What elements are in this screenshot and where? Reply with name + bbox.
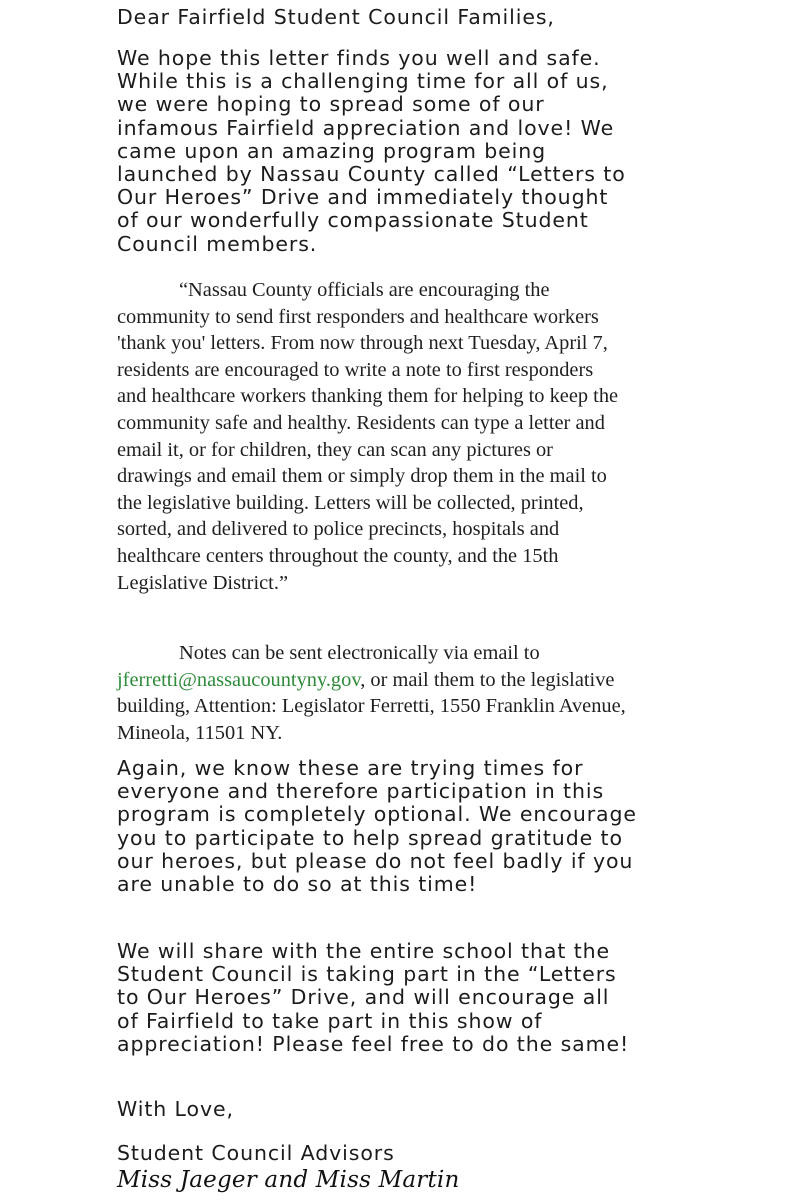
intro-paragraph: We hope this letter finds you well and safe. While this is a challenging time for all of us, we were hoping to spread some of our infamous Fairfield appreciation and love! We came upon an amazing program being launched by Nassau County called “Letters to Our Heroes” Drive and immediately thought of our wonderfully compassionate Student Council members.	[117, 46, 626, 256]
quote-text: “Nassau County officials are encouraging the community to send first responders and healthcare workers 'thank you' letters. From now through next Tuesday, April 7, residents are encouraged to write a note to first responders and healthcare workers thanking them for helping to keep the community safe and healthy. Residents can type a letter and email it, or for children, they can scan any pictures or drawings and email them or simply drop them in the mail to the legislative building. Letters will be collected, printed, sorted, and delivered to police precincts, hospitals and healthcare centers throughout the county, and the 15th Legislative District.”	[117, 279, 619, 594]
notes-rest: , or mail them to the legislative building, Attention: Legislator Ferretti, 1550 Franklin Avenue, Mineola, 11501 NY.	[117, 668, 626, 744]
signature-title: Student Council Advisors	[117, 1141, 395, 1165]
quote-paragraph	[117, 277, 627, 596]
greeting: Dear Fairfield Student Council Families,	[117, 5, 555, 29]
email-link[interactable]: jferretti@nassaucountyny.gov	[117, 668, 361, 691]
closing: With Love,	[117, 1097, 234, 1121]
signature-names: Miss Jaeger and Miss Martin	[117, 1167, 460, 1193]
notes-intro: Notes can be sent electronically via email to	[179, 642, 540, 664]
share-paragraph: We will share with the entire school that the Student Council is taking part in the “Letters to Our Heroes” Drive, and will encourage all of Fairfield to take part in this show of appreciation! Please feel free to do the same!	[117, 939, 630, 1056]
notes-paragraph	[117, 640, 627, 746]
optional-paragraph: Again, we know these are trying times for everyone and therefore participation in this program is completely optional. We encourage you to participate to help spread gratitude to our heroes, but please do not feel badly if you are unable to do so at this time!	[117, 756, 637, 897]
